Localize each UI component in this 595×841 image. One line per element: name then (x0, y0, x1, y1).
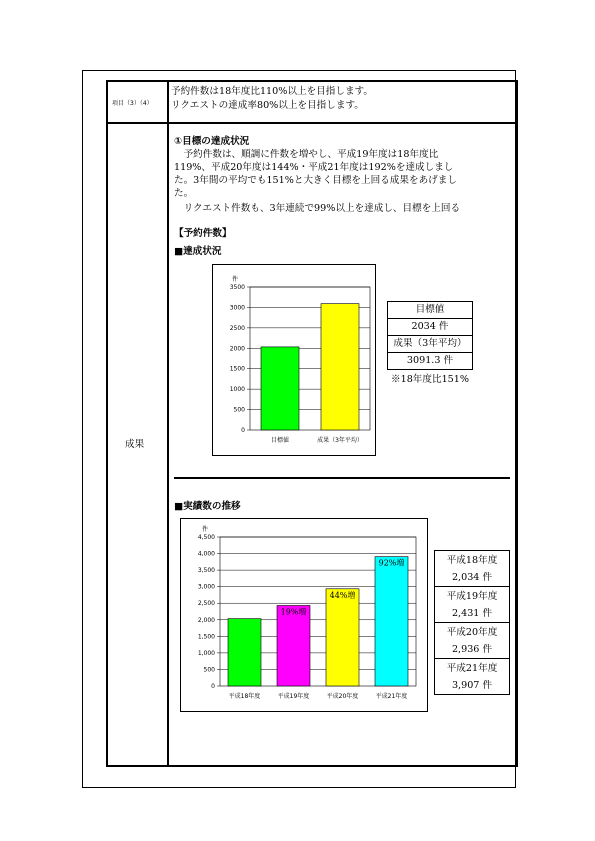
y-tick-label: 1,500 (197, 633, 215, 641)
para-line-3: た。3年間の平均でも151%と大きく目標を上回る成果をあげまし (174, 175, 457, 186)
result-label-cell: 成果（3年平均） (387, 335, 473, 353)
y-tick-label: 3000 (229, 304, 245, 312)
year-value: 3,907 件 (451, 680, 493, 691)
table-top-border (106, 80, 518, 82)
y-tick-label: 3500 (229, 284, 245, 291)
yearly-results-bar-chart (181, 519, 427, 711)
x-tick-label: 平成20年度 (326, 693, 359, 700)
chart2-heading: ■実績数の推移 (174, 501, 241, 512)
item-label: 項目（3）（4） (112, 100, 153, 107)
year-label: 平成19年度 (446, 591, 498, 602)
year-value: 2,431 件 (451, 608, 493, 619)
bar-annotation: 92%増 (378, 558, 405, 568)
table-left-border (106, 80, 108, 766)
para-line-1: 予約件数は、順調に件数を増やし、平成19年度は18年度比 (174, 149, 439, 160)
y-tick-label: 2,000 (197, 616, 215, 624)
year-label: 平成20年度 (446, 627, 498, 638)
y-tick-label: 1000 (229, 386, 245, 394)
goal-line-2: リクエストの達成率80%以上を目指します。 (171, 100, 364, 111)
summary-note: ※18年度比151% (391, 374, 470, 385)
y-tick-label: 2000 (229, 345, 245, 353)
year-box-1 (434, 550, 510, 587)
bar-4 (375, 557, 408, 686)
column-divider (167, 80, 169, 766)
year-box-3 (434, 622, 510, 659)
para-line-5: リクエスト件数も、3年連続で99%以上を達成し、目標を上回る (174, 203, 461, 214)
table-bottom-border (106, 765, 518, 767)
year-value: 2,034 件 (451, 572, 493, 583)
year-box-2 (434, 586, 510, 623)
section-separator (174, 477, 510, 479)
y-unit-label: 件 (202, 526, 209, 533)
bar-annotation: 44%増 (329, 590, 356, 600)
bar-2 (277, 606, 310, 686)
sub-heading: 【予約件数】 (174, 228, 232, 239)
y-unit-label: 件 (232, 276, 239, 283)
result-value-cell: 3091.3 件 (387, 352, 473, 370)
x-tick-label: 平成19年度 (277, 693, 310, 700)
chart1-heading: ■達成状況 (174, 246, 222, 257)
bar-3 (326, 589, 359, 686)
y-tick-label: 4,500 (197, 534, 215, 541)
goal-value-cell: 2034 件 (387, 318, 473, 336)
y-tick-label: 1500 (229, 365, 245, 373)
y-tick-label: 2,500 (197, 600, 215, 608)
bar-2 (321, 304, 359, 430)
chart1-frame (212, 264, 376, 456)
year-value: 2,936 件 (451, 644, 493, 655)
para-line-2: 119%、平成20年度は144%・平成21年度は192%を達成しまし (174, 162, 454, 173)
year-label: 平成18年度 (446, 555, 498, 566)
y-tick-label: 0 (211, 683, 215, 690)
x-tick-label: 平成18年度 (228, 693, 261, 700)
chart2-frame (180, 518, 428, 712)
y-tick-label: 3,000 (197, 583, 215, 591)
bar-1 (261, 347, 299, 430)
year-label: 平成21年度 (446, 663, 498, 674)
table-right-border (516, 80, 518, 766)
goal-label-cell: 目標値 (387, 301, 473, 319)
y-tick-label: 1,000 (197, 649, 215, 657)
bar-annotation: 19%増 (280, 607, 307, 617)
y-tick-label: 2500 (229, 324, 245, 332)
y-tick-label: 500 (233, 406, 245, 414)
y-tick-label: 0 (241, 427, 245, 434)
result-label: 成果 (125, 439, 145, 450)
y-tick-label: 3,500 (197, 567, 215, 575)
x-tick-label: 平成21年度 (375, 693, 408, 700)
row-divider (106, 122, 518, 124)
y-tick-label: 500 (203, 666, 215, 674)
year-box-4 (434, 658, 510, 695)
goal-line-1: 予約件数は18年度比110%以上を目指します。 (171, 86, 373, 97)
y-tick-label: 4,000 (197, 550, 215, 558)
x-tick-label: 目標値 (270, 437, 290, 444)
para-line-4: た。 (174, 188, 194, 199)
section1-heading: ①目標の達成状況 (174, 136, 250, 147)
x-tick-label: 成果（3年平均） (317, 437, 363, 444)
bar-1 (228, 619, 261, 686)
achievement-bar-chart (213, 265, 375, 455)
